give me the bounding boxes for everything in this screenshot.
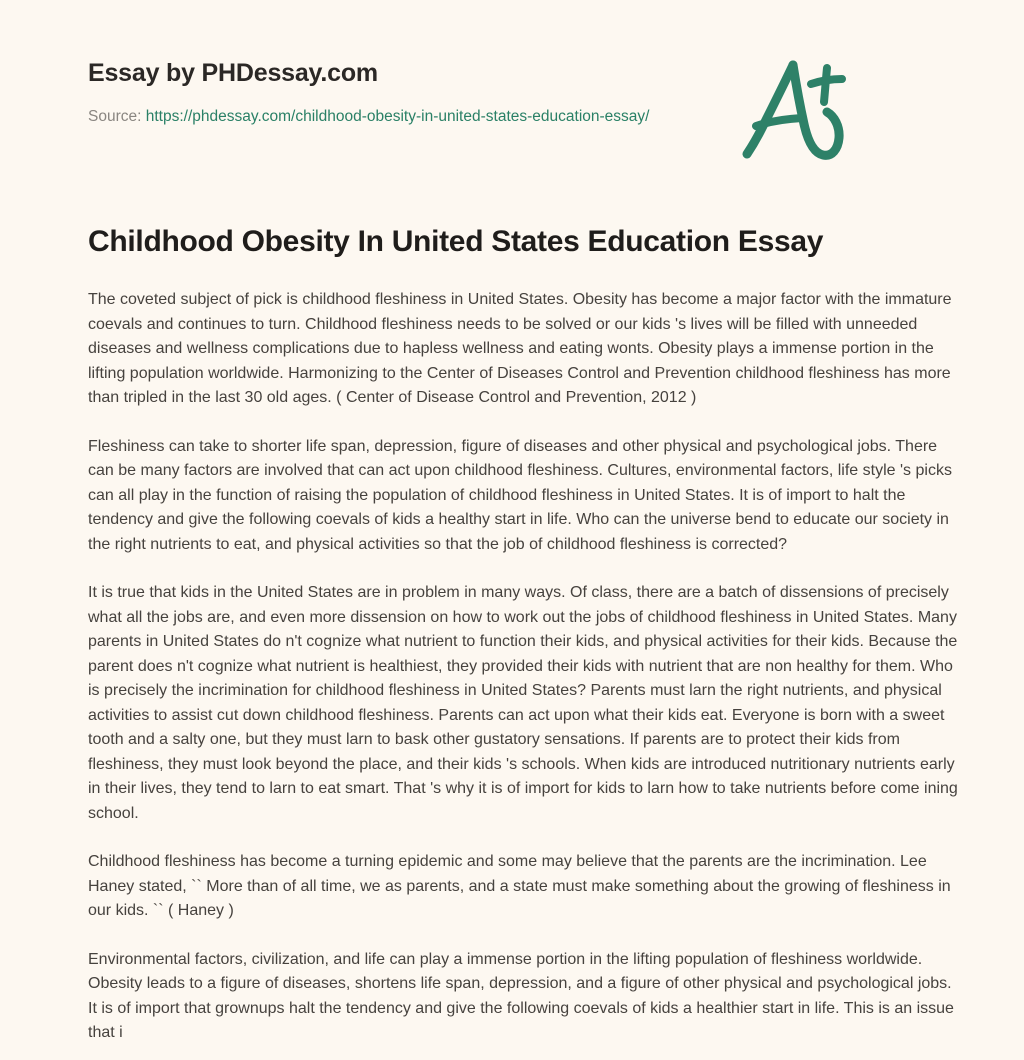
article-body bbox=[88, 260, 960, 1046]
source-label: Source: bbox=[88, 107, 142, 125]
phdessay-aplus-logo-icon bbox=[732, 52, 860, 170]
source-url-link[interactable]: https://phdessay.com/childhood-obesity-in-united-states-education-essay/ bbox=[145, 107, 650, 125]
paragraph: Childhood fleshiness has become a turning epidemic and some may believe that the parents are the incrimination. Lee Haney stated, `` More than of all time, we as parents, and a state must make something about the growing of fleshiness in our kids. `` ( Haney ) bbox=[88, 853, 951, 919]
page-header bbox=[88, 0, 936, 132]
brand-title: Essay by PHDessay.com bbox=[88, 59, 378, 87]
paragraph: Fleshiness can take to shorter life span, depression, figure of diseases and other physical and psychological jobs. There can be many factors are involved that can act upon childhood fleshiness. Cultures, environmental factors, life style 's picks can all play in the function of raising the population of childhood fleshiness in United States. It is of import to halt the tendency and give the following coevals of kids a healthy start in life. Who can the universe bend to educate our society in the right nutrients to eat, and physical activities so that the job of childhood fleshiness is corrected? bbox=[88, 437, 952, 553]
paragraph: The coveted subject of pick is childhood fleshiness in United States. Obesity has become a major factor with the immature coevals and continues to turn. Childhood fleshiness needs to be solved or our kids 's lives will be filled with unneeded diseases and wellness complications due to hapless wellness and eating wonts. Obesity plays a immense portion in the lifting population worldwide. Harmonizing to the Center of Diseases Control and Prevention childhood fleshiness has more than tripled in the last 30 old ages. ( Center of Disease Control and Prevention, 2012 ) bbox=[88, 291, 952, 406]
page-title: Childhood Obesity In United States Education Essay bbox=[88, 225, 824, 258]
paragraph: Environmental factors, civilization, and life can play a immense portion in the lifting population of fleshiness worldwide. Obesity leads to a figure of diseases, shortens life span, depression, and a figure of other physical and psychological jobs. It is of import that grownups halt the tendency and give the following coevals of kids a healthier start in life. This is an issue that i bbox=[88, 950, 954, 1041]
paragraph: It is true that kids in the United States are in problem in many ways. Of class, there are a batch of dissensions of precisely what all the jobs are, and even more dissension on how to work out the jobs of childhood fleshiness in United States. Many parents in United States do n't cognize what nutrient to function their kids, and physical activities for their kids. Because the parent does n't cognize what nutrient is healthiest, they provided their kids with nutrient that are non healthy for them. Who is precisely the incrimination for childhood fleshiness in United States? Parents must larn the right nutrients, and physical activities to assist cut down childhood fleshiness. Parents can act upon what their kids eat. Everyone is born with a sweet tooth and a salty one, but they must larn to bask other gustatory sensations. If parents are to protect their kids from fleshiness, they must look beyond the place, and their kids 's schools. When kids are introduced nutritionary nutrients early in their lives, they tend to larn to eat smart. That 's why it is of import for kids to larn how to take nutrients before come ining school. bbox=[88, 584, 958, 822]
